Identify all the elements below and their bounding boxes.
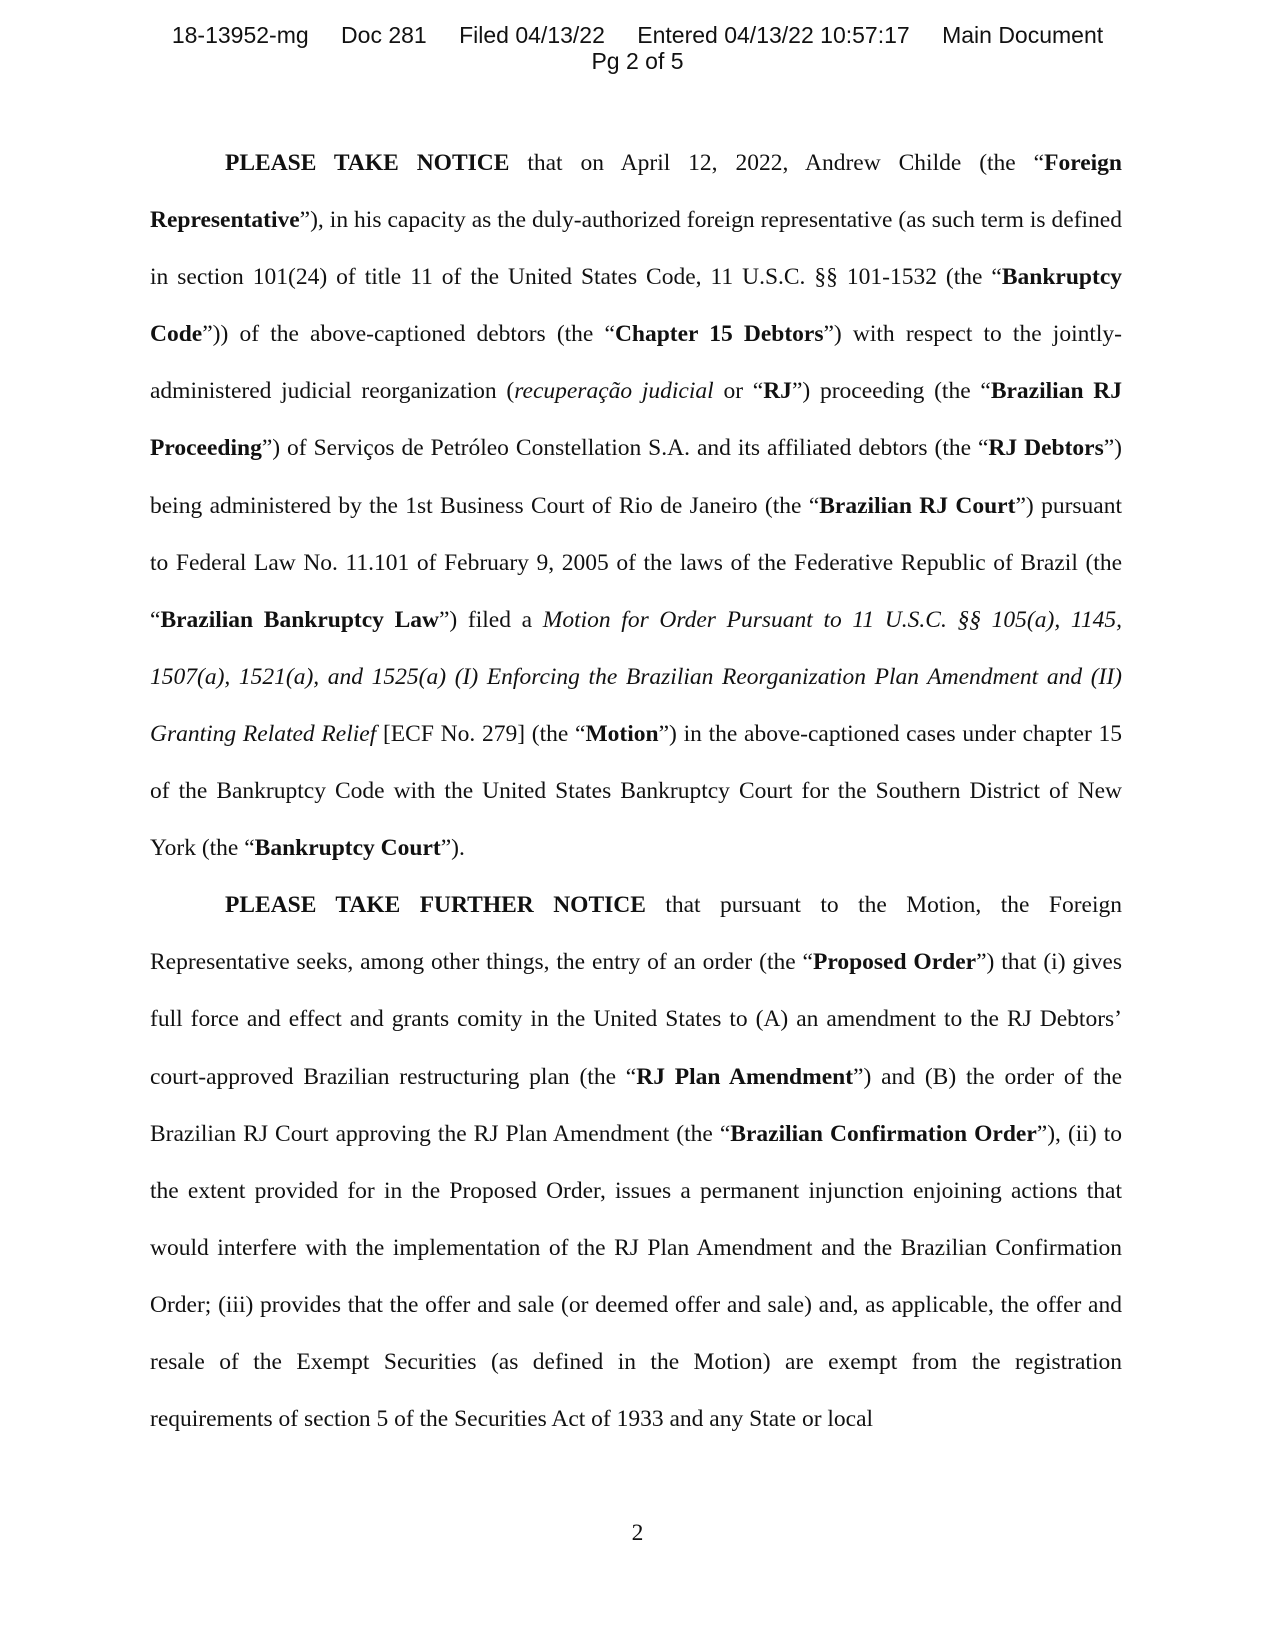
filing-stamp-line — [0, 22, 1275, 48]
case-number: 18-13952-mg — [171, 22, 309, 48]
paragraph-text: that pursuant to the Motion, the Foreign Representative seeks, among other things, the entry of an order (the “ — [150, 892, 1122, 976]
page-number: 2 — [631, 1520, 644, 1546]
defined-term: RJ Plan Amendment — [636, 1063, 854, 1090]
paragraph-text: ”) in the above-captioned cases under chapter 15 of the Bankruptcy Code with the United States Bankruptcy Court for the Southern District of New York (the “ — [150, 720, 1123, 862]
entered-date: Entered 04/13/22 10:57:17 — [637, 22, 910, 48]
notice-body — [150, 135, 1122, 1448]
paragraph-text: ”) filed a — [439, 606, 543, 633]
defined-term: Brazilian Bankruptcy Law — [160, 606, 439, 633]
defined-term: RJ — [763, 378, 792, 405]
document-type: Main Document — [942, 22, 1104, 48]
defined-term: Bankruptcy Court — [254, 835, 441, 862]
defined-term: Brazilian RJ Court — [819, 492, 1016, 519]
paragraph-text: ”)) of the above-captioned debtors (the “ — [202, 321, 615, 348]
filed-date: Filed 04/13/22 — [459, 22, 605, 48]
page-of-total: Pg 2 of 5 — [591, 48, 684, 74]
defined-term: Proposed Order — [812, 949, 977, 976]
italic-text: Motion for Order Pursuant to 11 U.S.C. §§ 105(a), 1145, 1507(a), 1521(a), and 1525(a) (I) Enforcing the Brazilian Reorganization Plan Amendment and (II) Granting Related Relief — [150, 606, 1122, 747]
defined-term: PLEASE TAKE FURTHER NOTICE — [225, 892, 646, 919]
paragraph-text: ”), (ii) to the extent provided for in the Proposed Order, issues a permanent injunction enjoining actions that would interfere with the implementation of the RJ Plan Amendment and the Brazilian Confirmation Order; (iii) provides that the offer and sale (or deemed offer and sale) and, as applicable, the offer and resale of the Exempt Securities (as defined in the Motion) are exempt from the registration requirements of section 5 of the Securities Act of 1933 and any State or local — [150, 1120, 1122, 1433]
paragraph-text: or “ — [713, 378, 764, 405]
paragraph-text: ”). — [440, 835, 465, 862]
paragraph-text: [ECF No. 279] (the “ — [376, 720, 586, 747]
paragraph-text: ”) proceeding (the “ — [791, 378, 991, 405]
defined-term: Motion — [585, 720, 659, 747]
paragraph-text: ”) and (B) the order of the Brazilian RJ Court approving the RJ Plan Amendment (the “ — [150, 1063, 1123, 1147]
document-number: Doc 281 — [341, 22, 427, 48]
paragraph-text: ”) of Serviços de Petróleo Constellation S.A. and its affiliated debtors (the “ — [261, 435, 989, 462]
notice-paragraph-1 — [150, 135, 1122, 877]
defined-term: RJ Debtors — [988, 435, 1104, 462]
italic-text: recuperação judicial — [514, 378, 714, 405]
defined-term: Foreign Representative — [150, 150, 1122, 234]
paragraph-text: ”) that (i) gives full force and effect and grants comity in the United States to (A) an amendment to the RJ Debtors’ court-approved Brazilian restructuring plan (the “ — [150, 949, 1122, 1090]
paragraph-text: that on April 12, 2022, Andrew Childe (the “ — [509, 150, 1045, 176]
defined-term: Brazilian Confirmation Order — [730, 1120, 1037, 1147]
paragraph-text: ”), in his capacity as the duly-authorized foreign representative (as such term is defined in section 101(24) of title 11 of the United States Code, 11 U.S.C. §§ 101-1532 (the “ — [150, 207, 1122, 291]
defined-term: Bankruptcy Code — [150, 264, 1122, 348]
paragraph-text: ”) being administered by the 1st Business Court of Rio de Janeiro (the “ — [150, 435, 1122, 519]
paragraph-text: ”) pursuant to Federal Law No. 11.101 of February 9, 2005 of the laws of the Federative Republic of Brazil (the “ — [150, 492, 1123, 633]
defined-term: Chapter 15 Debtors — [614, 321, 824, 348]
defined-term: Brazilian RJ Proceeding — [150, 378, 1122, 462]
notice-paragraph-2 — [150, 877, 1122, 1448]
court-filing-stamp — [0, 22, 1275, 74]
defined-term: PLEASE TAKE NOTICE — [225, 150, 510, 176]
paragraph-text: ”) with respect to the jointly-administered judicial reorganization ( — [150, 321, 1122, 405]
